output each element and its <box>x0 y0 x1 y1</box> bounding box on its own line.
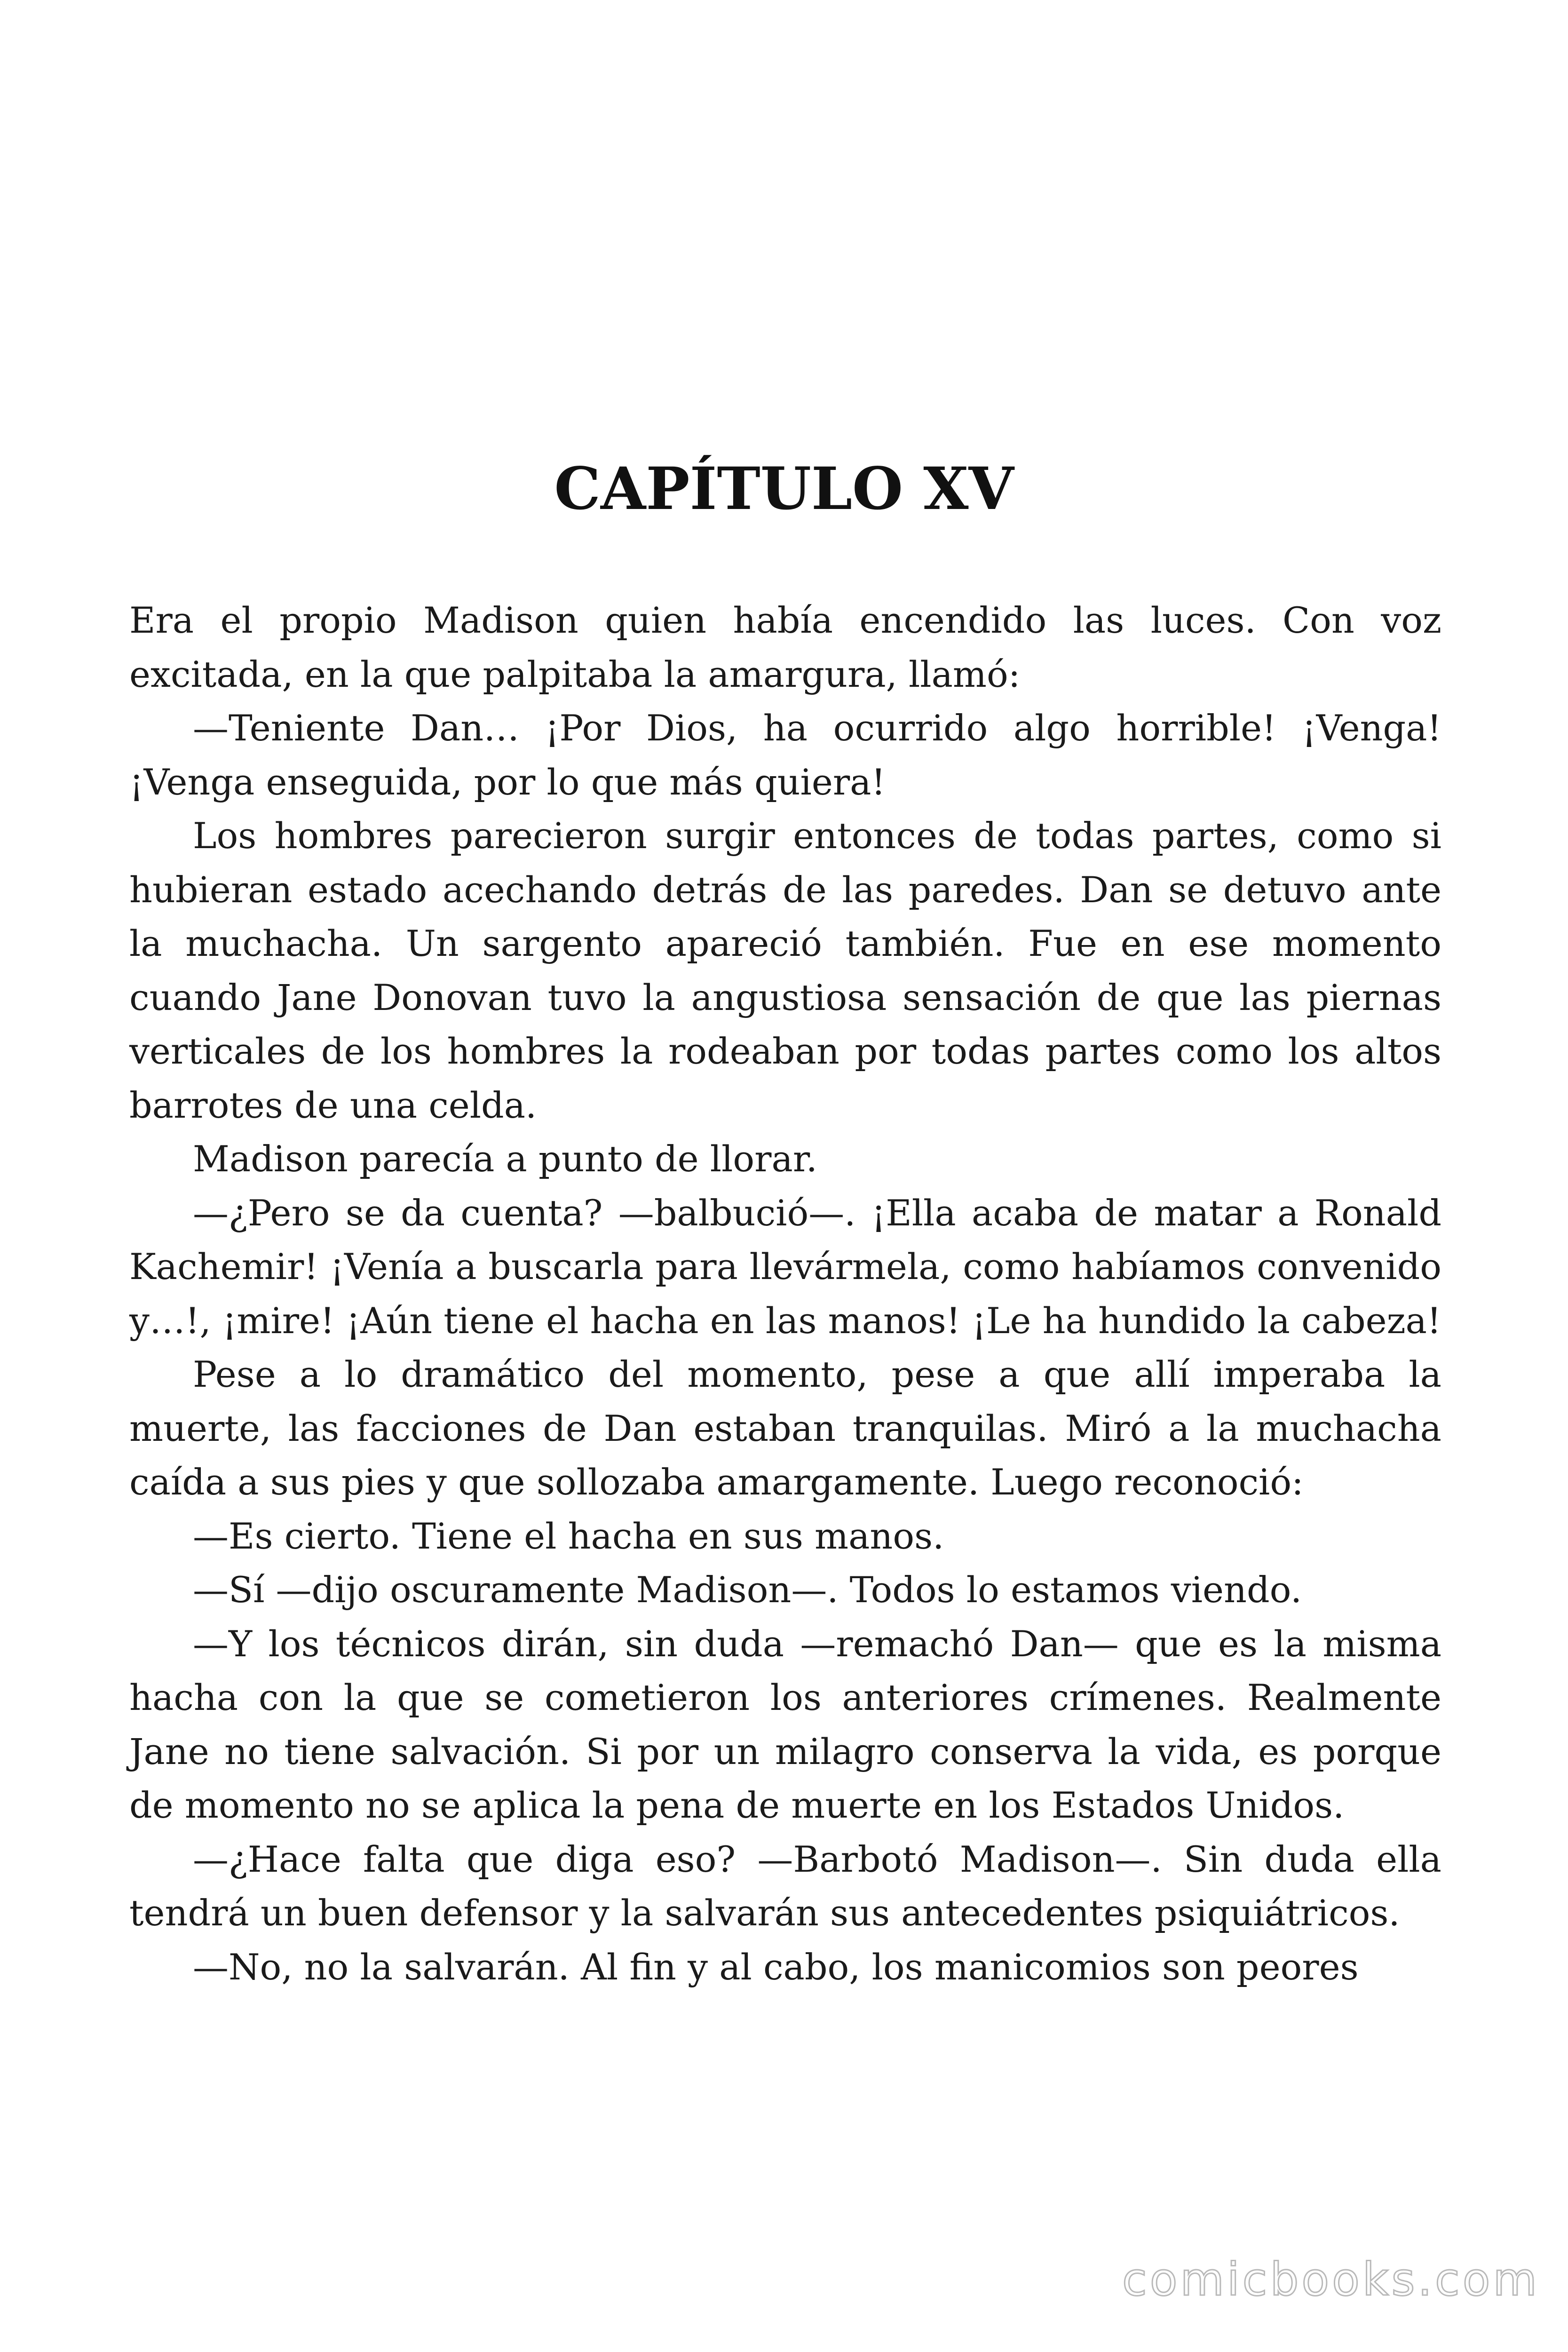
paragraph: —¿Pero se da cuenta? —balbució—. ¡Ella acaba de matar a Ronald Kachemir! ¡Venía a buscarla para llevármela, como habíamos convenido y…!, ¡mire! ¡Aún tiene el hacha en las manos! ¡Le ha hundido la cabeza! <box>129 1192 1441 1342</box>
paragraph: —Y los técnicos dirán, sin duda —remachó Dan— que es la misma hacha con la que se cometieron los anteriores crímenes. Realmente Jane no tiene salvación. Si por un milagro conserva la vida, es porque de momento no se aplica la pena de muerte en los Estados Unidos. <box>129 1622 1441 1826</box>
paragraph: —Sí —dijo oscuramente Madison—. Todos lo estamos viendo. <box>193 1569 1302 1611</box>
paragraph: Pese a lo dramático del momento, pese a que allí imperaba la muerte, las facciones de Dan estaban tranquilas. Miró a la muchacha caída a sus pies y que sollozaba amargamente. Luego reconoció: <box>129 1353 1441 1503</box>
paragraph: Madison parecía a punto de llorar. <box>193 1138 817 1180</box>
chapter-title: CAPÍTULO XV <box>554 455 1014 523</box>
site-watermark: comicbooks.com <box>1122 2253 1540 2306</box>
paragraph: —Es cierto. Tiene el hacha en sus manos. <box>193 1515 944 1557</box>
paragraph: —Teniente Dan… ¡Por Dios, ha ocurrido algo horrible! ¡Venga! ¡Venga enseguida, por lo que más quiera! <box>129 707 1441 803</box>
paragraph: —No, no la salvarán. Al fin y al cabo, los manicomios son peores <box>193 1946 1359 1988</box>
paragraph: Los hombres parecieron surgir entonces de todas partes, como si hubieran estado acechando detrás de las paredes. Dan se detuvo ante la muchacha. Un sargento apareció también. Fue en ese momento cuando Jane Donovan tuvo la angustiosa sensación de que las piernas verticales de los hombres la rodeaban por todas partes como los altos barrotes de una celda. <box>129 815 1441 1126</box>
chapter-body <box>129 594 1441 1994</box>
paragraph: Era el propio Madison quien había encendido las luces. Con voz excitada, en la que palpitaba la amargura, llamó: <box>129 599 1441 695</box>
paragraph: —¿Hace falta que diga eso? —Barbotó Madison—. Sin duda ella tendrá un buen defensor y la salvarán sus antecedentes psiquiátricos. <box>129 1838 1441 1934</box>
